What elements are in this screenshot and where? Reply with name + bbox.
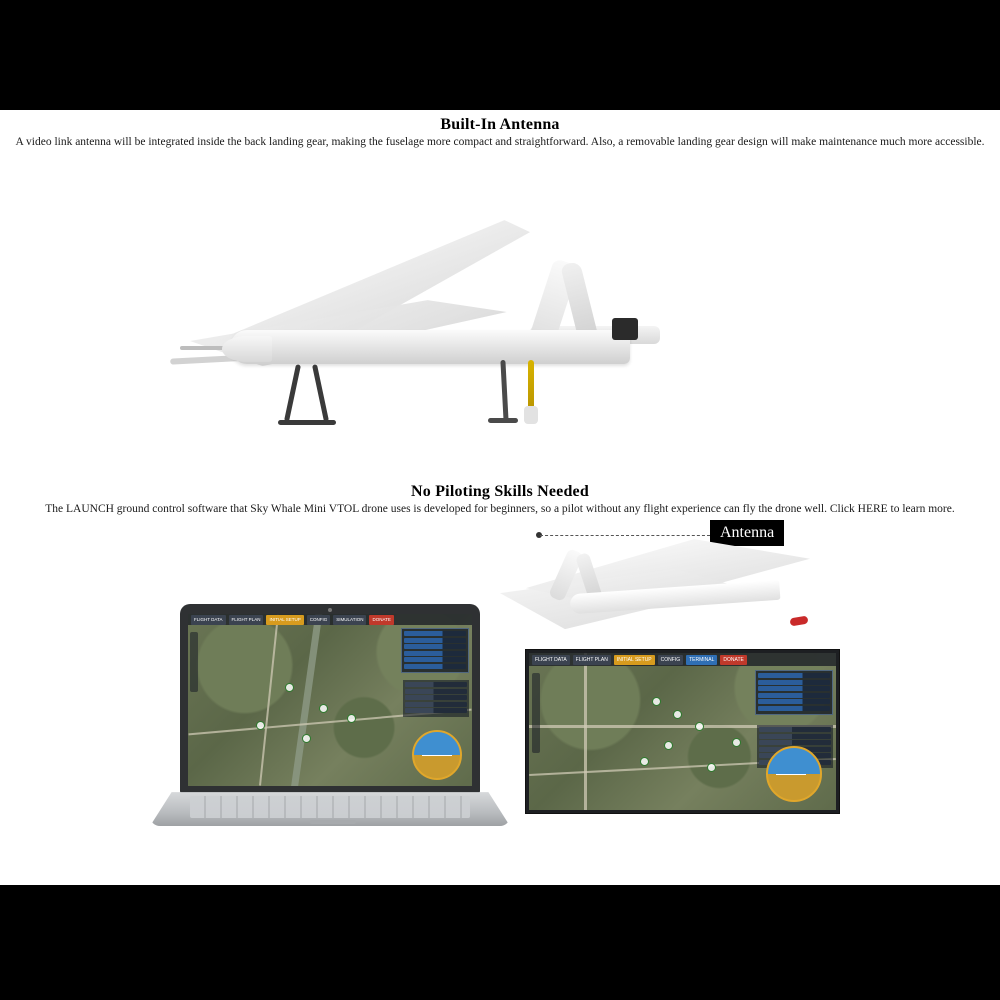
gcs-telemetry-row xyxy=(758,706,830,711)
gcs-toolbar-button[interactable]: CONFIG xyxy=(307,615,331,625)
laptop-keyboard[interactable] xyxy=(190,796,470,818)
map-waypoint[interactable] xyxy=(695,722,704,731)
map-waypoint[interactable] xyxy=(673,710,682,719)
gcs-waypoint-row[interactable] xyxy=(759,734,831,739)
gcs-telemetry-row xyxy=(758,693,830,698)
gcs-telemetry-row xyxy=(404,657,466,662)
webcam-icon xyxy=(328,608,332,612)
drone-fuselage xyxy=(230,330,630,364)
gcs-telemetry-row xyxy=(404,664,466,669)
gcs-toolbar-button[interactable]: FLIGHT PLAN xyxy=(229,615,264,625)
drone-illustration-secondary xyxy=(490,529,840,649)
gcs-waypoint-row[interactable] xyxy=(405,702,467,707)
gcs-waypoint-row[interactable] xyxy=(405,682,467,687)
map-river xyxy=(286,614,324,786)
section-description-antenna: A video link antenna will be integrated inside the back landing gear, making the fuselage more compact and straightforward. Also, a removable landing gear design will make maintenance much more accessible. xyxy=(15,136,985,148)
gcs-toolbar-button[interactable]: DONATE xyxy=(720,655,746,665)
gcs-toolbar[interactable] xyxy=(529,653,836,666)
map-waypoint[interactable] xyxy=(707,763,716,772)
map-waypoint[interactable] xyxy=(652,697,661,706)
landing-gear-rear-foot xyxy=(488,418,518,423)
antenna-tip xyxy=(524,406,538,424)
gcs-toolbar-button[interactable]: FLIGHT DATA xyxy=(191,615,226,625)
gcs-screen-laptop xyxy=(188,614,472,786)
gcs-telemetry-row xyxy=(404,644,466,649)
laptop-trackpad[interactable] xyxy=(310,820,356,824)
map-waypoint[interactable] xyxy=(347,714,356,723)
section-description-piloting: The LAUNCH ground control software that Sky Whale Mini VTOL drone uses is developed for beginners, so a pilot without any flight experience can fly the drone well. Click HERE to learn more. xyxy=(45,503,955,515)
gcs-toolbar-button[interactable]: INITIAL SETUP xyxy=(266,615,303,625)
gcs-toolbar-button[interactable]: FLIGHT PLAN xyxy=(573,655,611,665)
map-waypoint[interactable] xyxy=(285,683,294,692)
gcs-screen-secondary xyxy=(529,653,836,810)
piloting-figure xyxy=(0,529,1000,889)
gcs-telemetry-row xyxy=(758,699,830,704)
map-waypoint[interactable] xyxy=(302,734,311,743)
gcs-toolbar-button[interactable]: TERMINAL xyxy=(686,655,717,665)
gcs-toolbar-button[interactable]: CONFIG xyxy=(658,655,683,665)
map-waypoint[interactable] xyxy=(732,738,741,747)
map-road-vertical xyxy=(259,614,279,785)
gcs-telemetry-panel xyxy=(755,670,833,715)
laptop-illustration xyxy=(150,604,510,844)
gcs-waypoint-row[interactable] xyxy=(405,695,467,700)
gcs-waypoint-row[interactable] xyxy=(405,708,467,713)
drone2-wingtip-marker xyxy=(789,616,808,627)
gcs-toolbar-button[interactable]: SIMULATION xyxy=(333,615,366,625)
landing-gear-rear-strut xyxy=(500,360,508,422)
map-road-vertical xyxy=(584,653,587,810)
gcs-toolbar-button[interactable]: DONATE xyxy=(369,615,393,625)
drone-illustration xyxy=(150,200,670,440)
gcs-artificial-horizon xyxy=(412,730,462,780)
callout-label-antenna: Antenna xyxy=(710,520,784,546)
map-waypoint[interactable] xyxy=(664,741,673,750)
gcs-telemetry-row xyxy=(758,673,830,678)
gcs-left-toolbar[interactable] xyxy=(190,632,198,692)
drone-nose xyxy=(222,336,272,362)
gcs-toolbar-button[interactable]: FLIGHT DATA xyxy=(532,655,570,665)
antenna-rod xyxy=(528,360,534,412)
gcs-telemetry-row xyxy=(404,651,466,656)
section-no-piloting-skills xyxy=(0,483,1000,889)
landing-gear-front-foot xyxy=(278,420,336,425)
gcs-waypoint-row[interactable] xyxy=(759,740,831,745)
gcs-telemetry-row xyxy=(758,686,830,691)
laptop-lid xyxy=(180,604,480,794)
gcs-toolbar[interactable] xyxy=(188,614,472,625)
section-title-antenna: Built-In Antenna xyxy=(440,116,560,133)
drone-tail-cap xyxy=(612,318,638,340)
gcs-waypoint-row[interactable] xyxy=(405,689,467,694)
landing-gear-front-strut-1 xyxy=(284,364,301,422)
gcs-left-toolbar[interactable] xyxy=(532,673,540,753)
gcs-telemetry-row xyxy=(404,638,466,643)
gcs-waypoint-list[interactable] xyxy=(403,680,469,717)
map-waypoint[interactable] xyxy=(319,704,328,713)
landing-gear-front-strut-2 xyxy=(312,364,329,422)
map-waypoint[interactable] xyxy=(640,757,649,766)
gcs-artificial-horizon xyxy=(766,746,822,802)
document-content xyxy=(0,110,1000,885)
gcs-screenshot-panel xyxy=(525,649,840,814)
gcs-telemetry-row xyxy=(404,631,466,636)
gcs-waypoint-row[interactable] xyxy=(759,727,831,732)
gcs-telemetry-row xyxy=(758,680,830,685)
gcs-telemetry-panel xyxy=(401,628,469,673)
gcs-toolbar-button[interactable]: INITIAL SETUP xyxy=(614,655,655,665)
map-waypoint[interactable] xyxy=(256,721,265,730)
section-title-piloting: No Piloting Skills Needed xyxy=(411,483,589,500)
